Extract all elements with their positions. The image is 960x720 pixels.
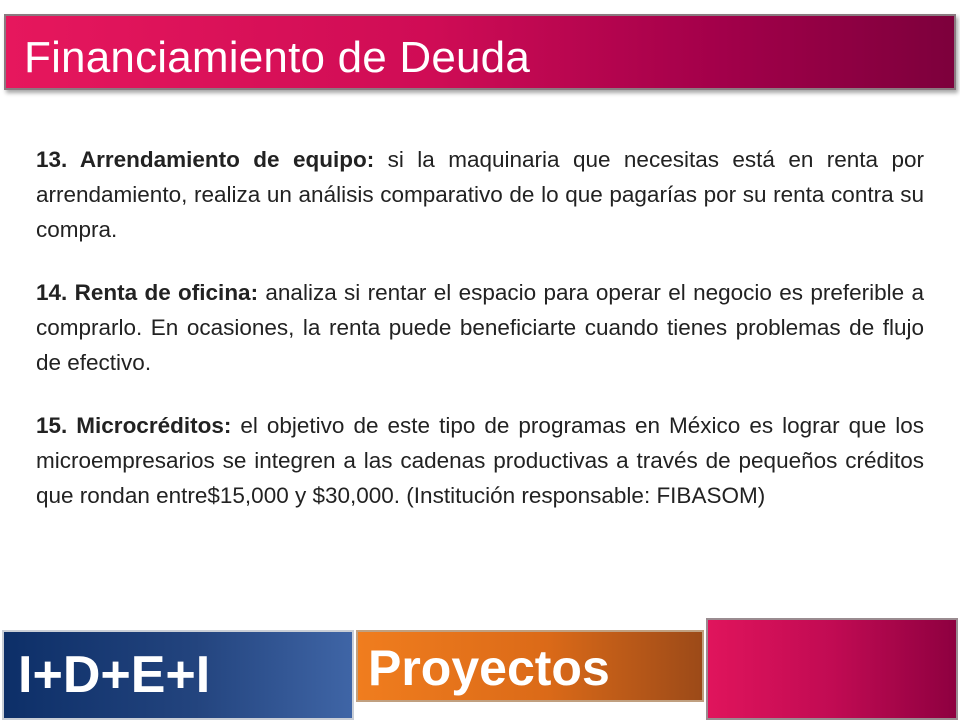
item-14-text: analiza si rentar el espacio para operar el negocio es preferible a comprarlo. En ocasiones, la renta puede beneficiarte cuando tienes problemas de flujo de efectivo. [36, 280, 924, 375]
item-13 [36, 142, 924, 247]
item-13-heading: 13. Arrendamiento de equipo: [36, 147, 388, 172]
footer-idei-label: I+D+E+I [18, 646, 211, 704]
title-banner [4, 14, 956, 90]
item-15-text: el objetivo de este tipo de programas en México es lograr que los microempresarios se integren a las cadenas productivas a través de pequeños créditos que rondan entre$15,000 y $30,000. (Institución responsable: FIBASOM) [36, 413, 924, 508]
footer-proyectos-label: Proyectos [368, 640, 610, 696]
item-15 [36, 408, 924, 513]
item-14 [36, 275, 924, 380]
slide-title: Financiamiento de Deuda [24, 33, 531, 82]
slide-body [36, 142, 924, 541]
item-13-text: si la maquinaria que necesitas está en renta por arrendamiento, realiza un análisis comparativo de lo que pagarías por su renta contra su compra. [36, 147, 925, 242]
footer-accent-block [706, 618, 958, 720]
footer-proyectos-banner [356, 630, 704, 702]
item-14-heading: 14. Renta de oficina: [36, 280, 266, 305]
footer-idei-banner [2, 630, 354, 720]
item-15-heading: 15. Microcréditos: [36, 413, 241, 438]
